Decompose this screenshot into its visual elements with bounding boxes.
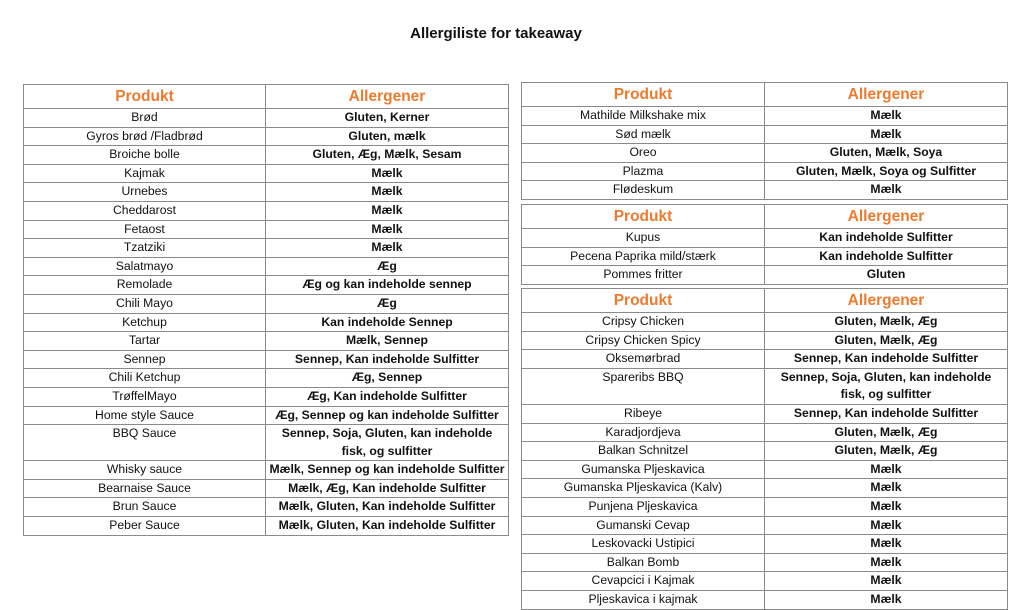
table-row xyxy=(24,498,509,517)
allergens-cell: Æg, Sennep xyxy=(266,369,509,388)
product-cell: Kajmak xyxy=(24,164,266,183)
allergens-cell: Sennep, Soja, Gluten, kan indeholde fisk, og sulfitter xyxy=(765,368,1008,404)
header-product: Produkt xyxy=(522,205,765,229)
table-row xyxy=(24,127,509,146)
table-row xyxy=(24,332,509,351)
allergens-cell: Mælk, Æg, Kan indeholde Sulfitter xyxy=(266,479,509,498)
product-cell: Pommes fritter xyxy=(522,266,765,285)
table-row xyxy=(522,181,1008,200)
allergens-cell: Gluten, Mælk, Æg xyxy=(765,423,1008,442)
header-allergens: Allergener xyxy=(765,289,1008,313)
header-allergens: Allergener xyxy=(765,205,1008,229)
table-row xyxy=(24,406,509,425)
table-row xyxy=(24,164,509,183)
product-cell: Gumanski Cevap xyxy=(522,516,765,535)
product-cell: Balkan Bomb xyxy=(522,553,765,572)
product-cell: Karadjordjeva xyxy=(522,423,765,442)
product-cell: Urnebes xyxy=(24,183,266,202)
allergens-cell: Gluten, Mælk, Æg xyxy=(765,313,1008,332)
header-allergens: Allergener xyxy=(266,85,509,109)
product-cell: Oksemørbrad xyxy=(522,350,765,369)
allergens-cell: Mælk xyxy=(765,479,1008,498)
product-cell: Spareribs BBQ xyxy=(522,368,765,404)
product-cell: Cripsy Chicken xyxy=(522,313,765,332)
product-cell: Cheddarost xyxy=(24,201,266,220)
allergens-cell: Gluten, Mælk, Æg xyxy=(765,331,1008,350)
table-row xyxy=(522,266,1008,285)
product-cell: Kupus xyxy=(522,229,765,248)
table-row xyxy=(24,461,509,480)
allergens-cell: Mælk xyxy=(266,239,509,258)
product-cell: BBQ Sauce xyxy=(24,425,266,461)
allergens-cell: Mælk xyxy=(765,535,1008,554)
product-cell: Chili Ketchup xyxy=(24,369,266,388)
allergens-cell: Mælk xyxy=(765,460,1008,479)
table-row xyxy=(522,553,1008,572)
allergens-cell: Mælk xyxy=(765,181,1008,200)
allergens-cell: Mælk xyxy=(765,125,1008,144)
allergens-cell: Kan indeholde Sulfitter xyxy=(765,247,1008,266)
allergens-cell: Mælk xyxy=(765,107,1008,126)
product-cell: Pljeskavica i kajmak xyxy=(522,590,765,609)
allergens-cell: Gluten, Mælk, Soya og Sulfitter xyxy=(765,162,1008,181)
allergen-table-mains xyxy=(521,288,1008,610)
product-cell: Chili Mayo xyxy=(24,294,266,313)
product-cell: Salatmayo xyxy=(24,257,266,276)
table-row xyxy=(522,368,1008,404)
table-row xyxy=(24,220,509,239)
product-cell: Remolade xyxy=(24,276,266,295)
table-row xyxy=(522,313,1008,332)
table-row xyxy=(522,572,1008,591)
table-row xyxy=(522,516,1008,535)
table-row xyxy=(522,162,1008,181)
table-row xyxy=(522,404,1008,423)
table-row xyxy=(24,313,509,332)
table-row xyxy=(24,387,509,406)
product-cell: Tzatziki xyxy=(24,239,266,258)
table-row xyxy=(24,146,509,165)
product-cell: Ribeye xyxy=(522,404,765,423)
allergens-cell: Sennep, Kan indeholde Sulfitter xyxy=(266,350,509,369)
table-row xyxy=(522,331,1008,350)
table-row xyxy=(522,442,1008,461)
allergens-cell: Mælk, Gluten, Kan indeholde Sulfitter xyxy=(266,517,509,536)
table-row xyxy=(522,229,1008,248)
product-cell: Pecena Paprika mild/stærk xyxy=(522,247,765,266)
allergens-cell: Gluten, Kerner xyxy=(266,109,509,128)
allergens-cell: Mælk xyxy=(765,590,1008,609)
product-cell: Oreo xyxy=(522,144,765,163)
allergens-cell: Mælk xyxy=(266,164,509,183)
table-row xyxy=(522,460,1008,479)
table-row xyxy=(522,350,1008,369)
allergens-cell: Mælk xyxy=(266,183,509,202)
product-cell: Gumanska Pljeskavica xyxy=(522,460,765,479)
page-title: Allergiliste for takeaway xyxy=(410,25,582,42)
allergens-cell: Mælk xyxy=(765,516,1008,535)
table-row xyxy=(522,144,1008,163)
product-cell: Whisky sauce xyxy=(24,461,266,480)
table-row xyxy=(522,247,1008,266)
table-row xyxy=(24,294,509,313)
product-cell: Sennep xyxy=(24,350,266,369)
product-cell: Flødeskum xyxy=(522,181,765,200)
table-row xyxy=(24,276,509,295)
product-cell: Home style Sauce xyxy=(24,406,266,425)
product-cell: TrøffelMayo xyxy=(24,387,266,406)
table-row xyxy=(522,590,1008,609)
header-product: Produkt xyxy=(522,83,765,107)
table-row xyxy=(24,201,509,220)
table-row xyxy=(522,535,1008,554)
allergens-cell: Sennep, Kan indeholde Sulfitter xyxy=(765,404,1008,423)
allergens-cell: Æg, Kan indeholde Sulfitter xyxy=(266,387,509,406)
allergens-cell: Mælk, Sennep og kan indeholde Sulfitter xyxy=(266,461,509,480)
header-product: Produkt xyxy=(24,85,266,109)
table-row xyxy=(24,479,509,498)
header-allergens: Allergener xyxy=(765,83,1008,107)
product-cell: Mathilde Milkshake mix xyxy=(522,107,765,126)
allergen-table-left xyxy=(23,84,509,536)
allergens-cell: Sennep, Kan indeholde Sulfitter xyxy=(765,350,1008,369)
product-cell: Broiche bolle xyxy=(24,146,266,165)
table-row xyxy=(522,497,1008,516)
product-cell: Brun Sauce xyxy=(24,498,266,517)
table-row xyxy=(522,125,1008,144)
allergens-cell: Kan indeholde Sennep xyxy=(266,313,509,332)
table-row xyxy=(24,369,509,388)
product-cell: Brød xyxy=(24,109,266,128)
header-product: Produkt xyxy=(522,289,765,313)
product-cell: Gyros brød /Fladbrød xyxy=(24,127,266,146)
allergens-cell: Gluten, Mælk, Æg xyxy=(765,442,1008,461)
table-row xyxy=(522,479,1008,498)
allergens-cell: Æg xyxy=(266,257,509,276)
table-row xyxy=(24,517,509,536)
allergens-cell: Gluten, mælk xyxy=(266,127,509,146)
product-cell: Leskovacki Ustipici xyxy=(522,535,765,554)
product-cell: Ketchup xyxy=(24,313,266,332)
allergens-cell: Mælk xyxy=(765,572,1008,591)
allergens-cell: Mælk xyxy=(266,201,509,220)
allergen-table-sides xyxy=(521,204,1008,285)
allergens-cell: Gluten xyxy=(765,266,1008,285)
allergens-cell: Mælk xyxy=(765,497,1008,516)
allergens-cell: Kan indeholde Sulfitter xyxy=(765,229,1008,248)
product-cell: Plazma xyxy=(522,162,765,181)
product-cell: Balkan Schnitzel xyxy=(522,442,765,461)
allergens-cell: Mælk, Sennep xyxy=(266,332,509,351)
product-cell: Bearnaise Sauce xyxy=(24,479,266,498)
product-cell: Cevapcici i Kajmak xyxy=(522,572,765,591)
allergens-cell: Sennep, Soja, Gluten, kan indeholde fisk, og sulfitter xyxy=(266,425,509,461)
table-row xyxy=(24,257,509,276)
allergens-cell: Æg xyxy=(266,294,509,313)
product-cell: Peber Sauce xyxy=(24,517,266,536)
product-cell: Tartar xyxy=(24,332,266,351)
product-cell: Fetaost xyxy=(24,220,266,239)
table-row xyxy=(24,239,509,258)
allergens-cell: Æg og kan indeholde sennep xyxy=(266,276,509,295)
allergens-cell: Mælk xyxy=(765,553,1008,572)
product-cell: Sød mælk xyxy=(522,125,765,144)
allergens-cell: Mælk, Gluten, Kan indeholde Sulfitter xyxy=(266,498,509,517)
allergen-table-drinks xyxy=(521,82,1008,200)
allergens-cell: Mælk xyxy=(266,220,509,239)
table-row xyxy=(24,350,509,369)
table-row xyxy=(24,109,509,128)
allergens-cell: Gluten, Æg, Mælk, Sesam xyxy=(266,146,509,165)
table-row xyxy=(24,425,509,461)
table-row xyxy=(24,183,509,202)
table-row xyxy=(522,423,1008,442)
product-cell: Gumanska Pljeskavica (Kalv) xyxy=(522,479,765,498)
product-cell: Cripsy Chicken Spicy xyxy=(522,331,765,350)
allergens-cell: Æg, Sennep og kan indeholde Sulfitter xyxy=(266,406,509,425)
product-cell: Punjena Pljeskavica xyxy=(522,497,765,516)
table-row xyxy=(522,107,1008,126)
allergens-cell: Gluten, Mælk, Soya xyxy=(765,144,1008,163)
